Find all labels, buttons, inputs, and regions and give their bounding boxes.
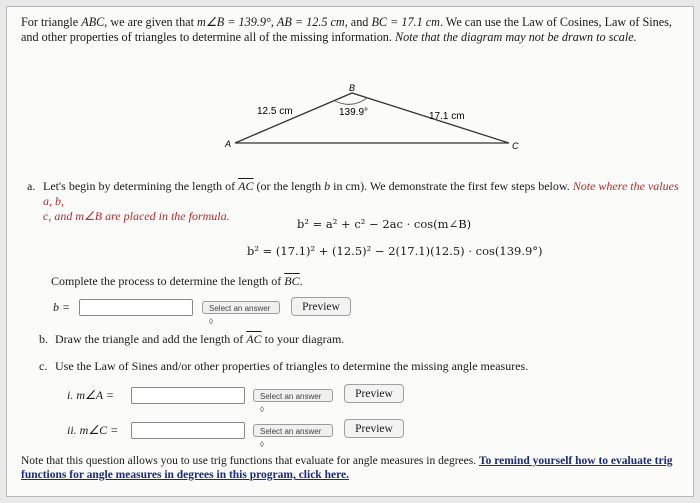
part-c-marker: c. bbox=[39, 359, 48, 373]
formula-general: b² = a² + c² − 2ac · cos(m∠B) bbox=[297, 217, 472, 231]
intro-part: , and bbox=[344, 15, 372, 29]
highlight-note: Note where the values a, b, bbox=[43, 179, 679, 208]
angle-c-label: ii. m∠C = bbox=[67, 423, 119, 437]
unit-select-a[interactable]: Select an answer ◊ bbox=[253, 389, 333, 402]
text: Draw the triangle and add the length of bbox=[55, 332, 247, 346]
triangle-name: ABC bbox=[81, 15, 105, 29]
intro-text bbox=[21, 15, 686, 45]
intro-part: For triangle bbox=[21, 15, 82, 29]
diagram-note: Note that the diagram may not be drawn to scale. bbox=[395, 30, 637, 44]
triangle-shape bbox=[235, 93, 509, 143]
angle-c-input[interactable] bbox=[131, 422, 245, 439]
answer-b-input[interactable] bbox=[79, 299, 193, 316]
intro-part: , bbox=[270, 15, 277, 29]
preview-button-a[interactable]: Preview bbox=[344, 384, 404, 403]
vertex-a: A bbox=[225, 139, 232, 149]
preview-button-b[interactable]: Preview bbox=[291, 297, 351, 316]
part-a-marker: a. bbox=[27, 179, 36, 193]
vertex-c: C bbox=[512, 141, 519, 151]
vertex-b: B bbox=[349, 83, 356, 93]
text: in cm). We demonstrate the first few steps below. bbox=[330, 179, 573, 193]
question-panel bbox=[6, 6, 694, 497]
angle-b-label: 139.9° bbox=[339, 107, 369, 118]
text: . bbox=[299, 274, 303, 288]
complete-text bbox=[51, 274, 303, 289]
triangle-diagram bbox=[207, 79, 527, 159]
segment-ac: $\overline{AC}$ bbox=[238, 179, 254, 193]
text: Let's begin by determining the length of bbox=[43, 179, 239, 193]
text: to your diagram. bbox=[261, 332, 345, 346]
segment-bc: $\overline{BC}$ bbox=[284, 274, 300, 288]
preview-button-c[interactable]: Preview bbox=[344, 419, 404, 438]
footer-note bbox=[21, 454, 686, 482]
intro-part: . We can use the Law of Cosines, Law of Sines, and other properties of triangles to determine all of the missing information. bbox=[21, 15, 672, 44]
help-link[interactable]: To remind yourself how to evaluate trig functions for angle measures in degrees in this program, click here. bbox=[21, 455, 673, 481]
given-side-bc: BC = 17.1 cm bbox=[371, 15, 440, 29]
angle-arc bbox=[335, 98, 367, 104]
footer-text: Note that this question allows you to use trig functions that evaluate for angle measures in degrees. bbox=[21, 455, 479, 467]
unit-select-c[interactable]: Select an answer ◊ bbox=[253, 424, 333, 437]
part-b-text bbox=[55, 332, 344, 347]
angle-a-label: i. m∠A = bbox=[67, 388, 114, 402]
text: (or the length bbox=[253, 179, 325, 193]
given-side-ab: AB = 12.5 cm bbox=[276, 15, 345, 29]
var-b: b bbox=[324, 179, 331, 193]
formula-substituted: b² = (17.1)² + (12.5)² − 2(17.1)(12.5) · cos(139.9°) bbox=[247, 244, 543, 258]
unit-select-b[interactable]: Select an answer ◊ bbox=[202, 301, 280, 314]
segment-ac: $\overline{AC}$ bbox=[246, 332, 262, 346]
angle-a-input[interactable] bbox=[131, 387, 245, 404]
side-bc-label: 17.1 cm bbox=[429, 111, 465, 122]
text: Complete the process to determine the length of bbox=[51, 274, 285, 288]
part-b-marker: b. bbox=[39, 332, 48, 346]
given-angle-b: m∠B = 139.9° bbox=[197, 15, 271, 29]
answer-b-label: b = bbox=[53, 300, 71, 314]
part-c-text: Use the Law of Sines and/or other properties of triangles to determine the missing angle measures. bbox=[55, 359, 529, 373]
highlight-note-cont: c, and m∠B are placed in the formula. bbox=[43, 209, 230, 223]
side-ab-label: 12.5 cm bbox=[257, 106, 293, 117]
intro-part: , we are given that bbox=[104, 15, 198, 29]
